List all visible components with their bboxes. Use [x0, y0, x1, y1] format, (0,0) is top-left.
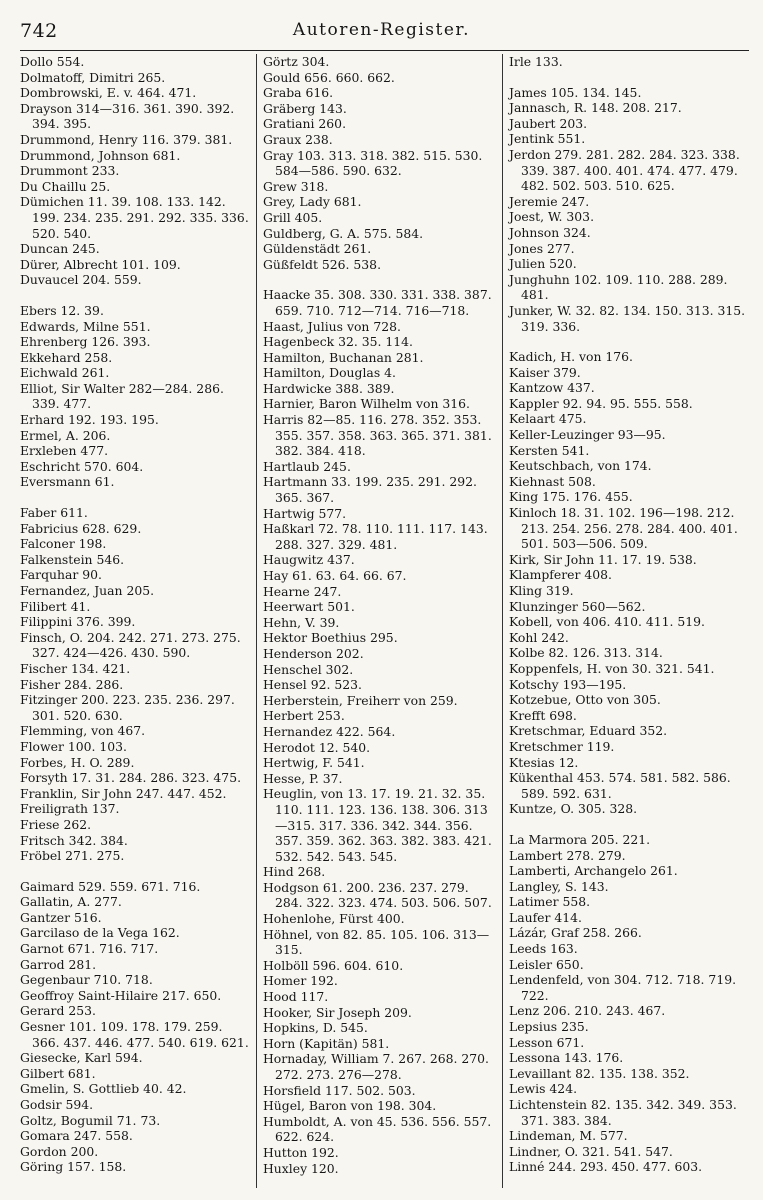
index-entry: Franklin, Sir John 247. 447. 452.	[20, 785, 227, 801]
index-entry: Hagenbeck 32. 35. 114.	[263, 334, 413, 350]
index-entry: Kretschmer 119.	[509, 738, 615, 754]
index-entry: Horn (Kapitän) 581.	[263, 1035, 390, 1051]
index-entry: Güldenstädt 261.	[263, 241, 372, 257]
letter-gap	[20, 864, 252, 879]
index-entry: Goltz, Bogumil 71. 73.	[20, 1112, 161, 1128]
index-entry: Hügel, Baron von 198. 304.	[263, 1098, 437, 1114]
index-entry: Irle 133.	[509, 54, 563, 69]
index-entry: Duvaucel 204. 559.	[20, 272, 142, 288]
index-entry: Grew 318.	[263, 178, 329, 194]
index-entry: Eversmann 61.	[20, 474, 115, 490]
index-entry: Henschel 302.	[263, 661, 354, 677]
index-entry: Ekkehard 258.	[20, 349, 113, 365]
index-entry: Duncan 245.	[20, 241, 100, 257]
letter-gap	[20, 490, 252, 505]
index-entry: Herodot 12. 540.	[263, 739, 371, 755]
index-entry: Kirk, Sir John 11. 17. 19. 538.	[509, 551, 697, 567]
index-entry: Lesson 671.	[509, 1034, 585, 1050]
index-entry: Erhard 192. 193. 195.	[20, 412, 159, 428]
index-entry: Holböll 596. 604. 610.	[263, 957, 404, 973]
index-entry: Forbes, H. O. 289.	[20, 754, 135, 770]
index-entry: Keller-Leuzinger 93—95.	[509, 427, 666, 443]
letter-gap	[509, 334, 749, 349]
index-entry: Hartlaub 245.	[263, 458, 351, 474]
index-entry: Klunzinger 560—562.	[509, 598, 646, 614]
index-entry: Gilbert 681.	[20, 1065, 96, 1081]
index-entry: Haugwitz 437.	[263, 552, 355, 568]
letter-gap	[263, 272, 498, 287]
index-entry: Falkenstein 546.	[20, 551, 125, 567]
index-entry: Kling 319.	[509, 583, 574, 598]
index-entry: Forsyth 17. 31. 284. 286. 323. 475.	[20, 770, 242, 786]
index-entry: Lázár, Graf 258. 266.	[509, 925, 642, 941]
index-entry: Finsch, O. 204. 242. 271. 273. 275. 327. 424—426. 430. 590.	[20, 629, 241, 661]
index-entry: Garnot 671. 716. 717.	[20, 941, 159, 957]
index-entry: Giesecke, Karl 594.	[20, 1050, 143, 1066]
index-entry: Drummond, Johnson 681.	[20, 147, 181, 163]
index-entry: Lendenfeld, von 304. 712. 718. 719. 722.	[509, 972, 737, 1003]
page-number: 742	[20, 20, 58, 42]
index-entry: Gallatin, A. 277.	[20, 894, 122, 910]
index-entry: Jannasch, R. 148. 208. 217.	[509, 100, 682, 116]
index-entry: Horsfield 117. 502. 503.	[263, 1082, 416, 1098]
index-entry: Kobell, von 406. 410. 411. 519.	[509, 614, 705, 630]
index-entry: Hood 117.	[263, 989, 329, 1005]
index-entry: Hearne 247.	[263, 583, 342, 599]
index-entry: Kuntze, O. 305. 328.	[509, 801, 638, 817]
index-entry: Görtz 304.	[263, 54, 330, 69]
index-entry: Herbert 253.	[263, 708, 345, 724]
index-entry: Kretschmar, Eduard 352.	[509, 723, 668, 739]
index-column-2	[256, 54, 502, 1188]
index-entry: Hodgson 61. 200. 236. 237. 279. 284. 322. 323. 474. 503. 506. 507.	[263, 879, 492, 911]
index-entry: Falconer 198.	[20, 536, 107, 552]
index-entry: Dolmatoff, Dimitri 265.	[20, 69, 166, 85]
index-entry: Drummont 233.	[20, 163, 120, 179]
index-entry: Humboldt, A. von 45. 536. 556. 557. 622. 624.	[263, 1113, 492, 1145]
index-entry: Geoffroy Saint-Hilaire 217. 650.	[20, 987, 222, 1003]
index-entry: Lambert 278. 279.	[509, 847, 626, 863]
index-entry: Faber 611.	[20, 505, 88, 521]
index-entry: Leisler 650.	[509, 956, 584, 972]
index-entry: Filibert 41.	[20, 598, 91, 614]
index-column-1	[20, 54, 256, 1188]
index-entry: Henderson 202.	[263, 645, 364, 661]
index-entry: Leeds 163.	[509, 941, 578, 957]
index-entry: Filippini 376. 399.	[20, 614, 136, 630]
index-entry: Dollo 554.	[20, 54, 85, 69]
index-entry: Klampferer 408.	[509, 567, 612, 583]
index-entry: Lichtenstein 82. 135. 342. 349. 353. 371. 383. 384.	[509, 1097, 737, 1128]
index-entry: Kiehnast 508.	[509, 473, 596, 489]
index-entry: Kükenthal 453. 574. 581. 582. 586. 589. 592. 631.	[509, 770, 731, 801]
index-entry: Hind 268.	[263, 864, 326, 880]
index-entry: Hornaday, William 7. 267. 268. 270. 272. 273. 276—278.	[263, 1051, 489, 1082]
index-entry: Kotschy 193—195.	[509, 676, 627, 692]
index-entry: Fitzinger 200. 223. 235. 236. 297. 301. 520. 630.	[20, 692, 235, 723]
index-entry: Huxley 120.	[263, 1160, 339, 1176]
index-entry: James 105. 134. 145.	[509, 84, 642, 100]
index-entry: Levaillant 82. 135. 138. 352.	[509, 1065, 690, 1081]
index-entry: Garcilaso de la Vega 162.	[20, 925, 180, 941]
index-entry: Kadich, H. von 176.	[509, 349, 633, 365]
index-entry: Haacke 35. 308. 330. 331. 338. 387. 659. 710. 712—714. 716—718.	[263, 287, 492, 318]
index-entry: Kantzow 437.	[509, 380, 595, 396]
index-entry: Keutschbach, von 174.	[509, 458, 652, 474]
index-entry: Haast, Julius von 728.	[263, 318, 401, 334]
index-entry: Göring 157. 158.	[20, 1159, 127, 1175]
index-entry: Gould 656. 660. 662.	[263, 69, 395, 85]
index-entry: Dümichen 11. 39. 108. 133. 142. 199. 234. 235. 291. 292. 335. 336. 520. 540.	[20, 194, 249, 241]
index-entry: Fischer 134. 421.	[20, 660, 131, 676]
index-entry: Flower 100. 103.	[20, 738, 127, 754]
index-entry: Kappler 92. 94. 95. 555. 558.	[509, 395, 693, 411]
index-entry: Gaimard 529. 559. 671. 716.	[20, 878, 201, 894]
index-entry: Gerard 253.	[20, 1003, 96, 1019]
index-entry: Eschricht 570. 604.	[20, 458, 144, 474]
index-entry: Herberstein, Freiherr von 259.	[263, 692, 458, 708]
index-entry: Lepsius 235.	[509, 1019, 589, 1035]
index-entry: Hohenlohe, Fürst 400.	[263, 911, 405, 927]
index-entry: Kersten 541.	[509, 442, 590, 458]
index-entry: Lindeman, M. 577.	[509, 1128, 628, 1144]
index-entry: Hamilton, Buchanan 281.	[263, 349, 424, 365]
index-entry: Gratiani 260.	[263, 116, 347, 132]
letter-gap	[20, 288, 252, 303]
index-entry: Drummond, Henry 116. 379. 381.	[20, 131, 233, 147]
index-entry: Gegenbaur 710. 718.	[20, 972, 153, 988]
index-entry: Gesner 101. 109. 178. 179. 259. 366. 437. 446. 477. 540. 619. 621.	[20, 1019, 249, 1050]
letter-gap	[509, 70, 749, 85]
index-entry: Junghuhn 102. 109. 110. 288. 289. 481.	[509, 271, 728, 303]
index-entry: Lewis 424.	[509, 1081, 578, 1097]
index-entry: Hartwig 577.	[263, 505, 347, 521]
index-entry: Jerdon 279. 281. 282. 284. 323. 338. 339. 387. 400. 401. 474. 477. 479. 482. 502. 503. 510. 625.	[509, 146, 740, 194]
index-entry: Hartmann 33. 199. 235. 291. 292. 365. 367.	[263, 474, 477, 506]
index-entry: Hay 61. 63. 64. 66. 67.	[263, 568, 407, 583]
index-entry: Ktesias 12.	[509, 754, 579, 770]
index-entry: Gantzer 516.	[20, 909, 102, 925]
index-entry: Laufer 414.	[509, 909, 582, 925]
index-entry: Gräberg 143.	[263, 100, 347, 116]
running-head: Autoren-Register.	[292, 20, 471, 40]
index-entry: Harris 82—85. 116. 278. 352. 353. 355. 357. 358. 363. 365. 371. 381. 382. 384. 418.	[263, 412, 492, 459]
index-entry: Edwards, Milne 551.	[20, 318, 151, 334]
index-entry: Joest, W. 303.	[509, 209, 595, 225]
index-entry: Flemming, von 467.	[20, 723, 146, 739]
index-entry: Garrod 281.	[20, 956, 97, 972]
index-entry: Freiligrath 137.	[20, 801, 120, 817]
index-entry: Lindner, O. 321. 541. 547.	[509, 1143, 673, 1159]
index-entry: Junker, W. 32. 82. 134. 150. 313. 315. 319. 336.	[509, 302, 746, 334]
index-entry: Hehn, V. 39.	[263, 614, 340, 630]
index-entry: Godsir 594.	[20, 1097, 94, 1112]
index-entry: Hooker, Sir Joseph 209.	[263, 1004, 412, 1020]
index-entry: Kaiser 379.	[509, 364, 581, 380]
index-entry: Hernandez 422. 564.	[263, 723, 396, 739]
index-entry: Hutton 192.	[263, 1144, 339, 1160]
index-columns	[20, 54, 749, 1188]
index-entry: Fritsch 342. 384.	[20, 832, 128, 848]
index-entry: Haßkarl 72. 78. 110. 111. 117. 143. 288. 327. 329. 481.	[263, 521, 488, 552]
index-entry: Hamilton, Douglas 4.	[263, 365, 396, 381]
index-entry: Jones 277.	[509, 240, 575, 256]
index-entry: Dombrowski, E. v. 464. 471.	[20, 85, 197, 101]
index-entry: Ehrenberg 126. 393.	[20, 334, 151, 350]
index-entry: Fabricius 628. 629.	[20, 520, 142, 536]
index-entry: Lamberti, Archangelo 261.	[509, 863, 678, 879]
index-entry: Fernandez, Juan 205.	[20, 583, 155, 598]
index-entry: La Marmora 205. 221.	[509, 831, 651, 847]
index-entry: Ermel, A. 206.	[20, 427, 111, 443]
index-entry: Hopkins, D. 545.	[263, 1020, 368, 1036]
index-entry: Harnier, Baron Wilhelm von 316.	[263, 396, 470, 412]
index-entry: Graba 616.	[263, 85, 334, 101]
index-entry: Gomara 247. 558.	[20, 1128, 133, 1144]
index-entry: Drayson 314—316. 361. 390. 392. 394. 395.	[20, 100, 235, 132]
index-entry: Julien 520.	[509, 256, 577, 272]
index-entry: King 175. 176. 455.	[509, 489, 633, 505]
index-entry: Erxleben 477.	[20, 443, 109, 459]
index-entry: Krefft 698.	[509, 707, 577, 723]
index-entry: Ebers 12. 39.	[20, 302, 104, 318]
index-entry: Homer 192.	[263, 973, 338, 989]
index-entry: Kelaart 475.	[509, 411, 587, 427]
index-entry: Grey, Lady 681.	[263, 194, 362, 210]
index-entry: Gordon 200.	[20, 1143, 99, 1159]
letter-gap	[509, 817, 749, 832]
index-entry: Linné 244. 293. 450. 477. 603.	[509, 1159, 703, 1175]
index-entry: Farquhar 90.	[20, 567, 102, 583]
index-entry: Gmelin, S. Gottlieb 40. 42.	[20, 1081, 187, 1097]
index-entry: Eichwald 261.	[20, 365, 110, 381]
index-entry: Kinloch 18. 31. 102. 196—198. 212. 213. 254. 256. 278. 284. 400. 401. 501. 503—506. 509.	[509, 505, 738, 552]
index-entry: Friese 262.	[20, 816, 92, 832]
index-entry: Lenz 206. 210. 243. 467.	[509, 1003, 666, 1019]
index-entry: Hertwig, F. 541.	[263, 755, 365, 771]
index-entry: Hardwicke 388. 389.	[263, 380, 395, 396]
index-entry: Höhnel, von 82. 85. 105. 106. 313—315.	[263, 926, 490, 958]
index-entry: Langley, S. 143.	[509, 878, 609, 894]
index-entry: Graux 238.	[263, 131, 333, 147]
index-entry: Gray 103. 313. 318. 382. 515. 530. 584—586. 590. 632.	[263, 147, 483, 179]
index-entry: Koppenfels, H. von 30. 321. 541.	[509, 660, 715, 676]
index-column-3	[502, 54, 749, 1188]
index-entry: Elliot, Sir Walter 282—284. 286. 339. 477.	[20, 380, 224, 412]
index-entry: Guldberg, G. A. 575. 584.	[263, 225, 424, 241]
index-entry: Grill 405.	[263, 209, 323, 225]
index-entry: Güßfeldt 526. 538.	[263, 256, 382, 272]
index-entry: Du Chaillu 25.	[20, 178, 111, 194]
index-entry: Kolbe 82. 126. 313. 314.	[509, 645, 663, 661]
index-entry: Kotzebue, Otto von 305.	[509, 692, 661, 708]
index-entry: Dürer, Albrecht 101. 109.	[20, 256, 181, 272]
index-entry: Heerwart 501.	[263, 599, 355, 615]
index-entry: Lessona 143. 176.	[509, 1050, 624, 1066]
index-entry: Heuglin, von 13. 17. 19. 21. 32. 35. 110. 111. 123. 136. 138. 306. 313—315. 317. 336. 342. 344. 356. 357. 359. 362. 363. 382. 383. 421. 532. 542. 543. 545.	[263, 786, 492, 864]
index-entry: Jaubert 203.	[509, 115, 588, 131]
index-entry: Jeremie 247.	[509, 193, 590, 209]
index-entry: Latimer 558.	[509, 894, 591, 910]
index-entry: Hektor Boethius 295.	[263, 630, 398, 646]
index-entry: Johnson 324.	[509, 224, 591, 240]
header-rule	[20, 50, 749, 51]
index-entry: Hesse, P. 37.	[263, 770, 343, 786]
index-entry: Fröbel 271. 275.	[20, 848, 125, 864]
index-entry: Kohl 242.	[509, 629, 569, 645]
index-entry: Jentink 551.	[509, 131, 586, 147]
index-entry: Fisher 284. 286.	[20, 676, 124, 692]
index-entry: Hensel 92. 523.	[263, 677, 362, 693]
